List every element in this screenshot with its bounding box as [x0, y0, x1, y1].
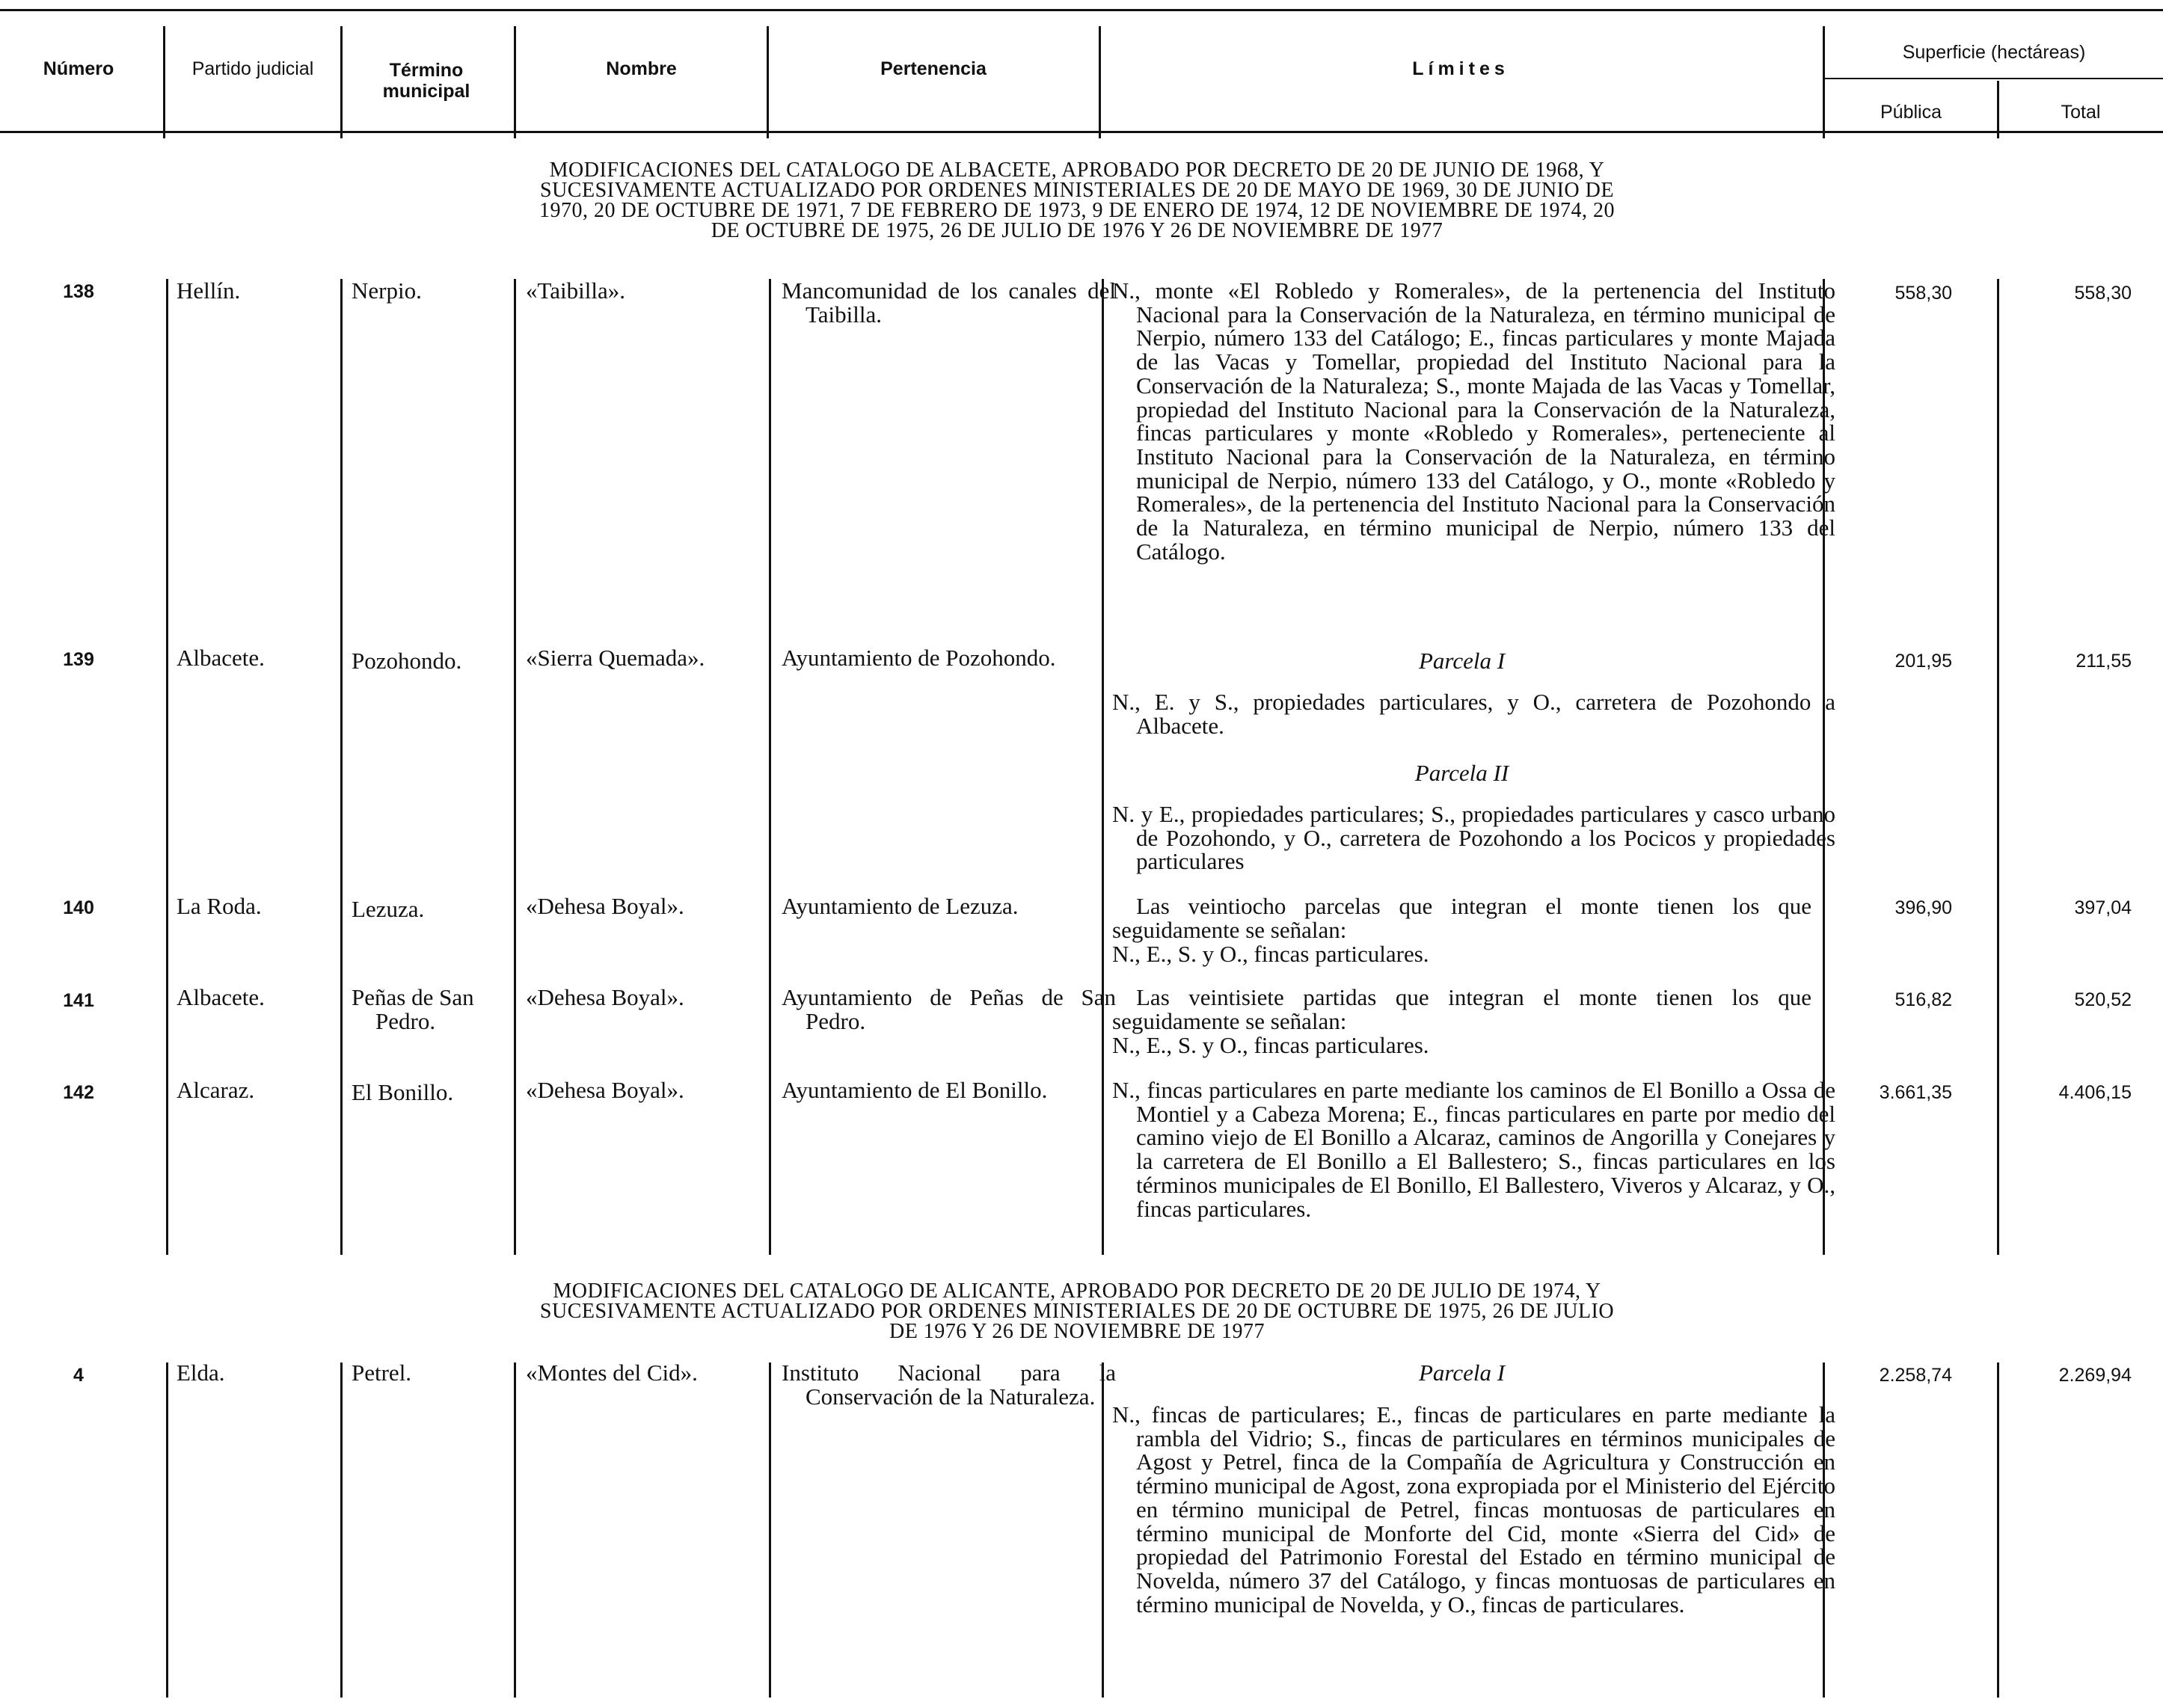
body-col-sep	[1102, 1363, 1104, 1698]
row-partido: La Roda.	[177, 893, 262, 919]
row-termino: Peñas de San Pedro.	[352, 984, 474, 1034]
row-limites: N., fincas particulares en parte mediante los caminos de El Bonillo a Ossa de Montiel y a Cabeza Morena; E., fincas particulares en parte por medio del camino viejo de El Bonillo a Alcaraz, caminos de Angorilla y Conejares y la carretera de El Bonillo a El Ballestero; S., fincas particulares en los términos municipales de El Bonillo, El Ballestero, Viveros y Alcaraz, y O., fincas particulares.	[1112, 1077, 1835, 1222]
row-partido: Elda.	[177, 1360, 225, 1386]
row-termino: Petrel.	[352, 1360, 412, 1386]
row-termino: El Bonillo.	[352, 1079, 454, 1105]
parcela-text: N., E. y S., propiedades particulares, y O., carretera de Pozohondo a Albacete.	[1112, 689, 1835, 739]
row-pertenencia: Ayuntamiento de Pozohondo.	[782, 645, 1056, 671]
body-col-sep	[340, 279, 343, 1255]
header-partido: Partido judicial	[191, 58, 314, 79]
header-limites: Límites	[1412, 58, 1509, 79]
row-limites: N., monte «El Robledo y Romerales», de la pertenencia del Instituto Nacional para la Conservación de la Naturaleza, en término municipal de Nerpio, número 133 del Catálogo; E., fincas particulares y monte Majada de las Vacas y Tomellar, propiedad del Instituto Nacional para la Conservación de la Naturaleza; S., monte Majada de las Vacas y Tomellar, propiedad del Instituto Nacional para la Conservación de la Naturaleza, fincas particulares y monte «Robledo y Romerales», perteneciente al Instituto Nacional para la Conservación de la Naturaleza, en término municipal de Nerpio, número 133 del Catálogo, y O., monte «Robledo y Romerales», de la pertenencia del Instituto Nacional para la Conservación de la Naturaleza, en término municipal de Nerpio, número 133 del Catálogo.	[1112, 277, 1835, 565]
header-publica: Pública	[1880, 102, 1942, 123]
body-col-sep	[340, 1363, 343, 1698]
header-pertenencia: Pertenencia	[880, 58, 987, 79]
row-pertenencia: Ayuntamiento de El Bonillo.	[782, 1077, 1048, 1103]
row-publica: 201,95	[1894, 651, 1952, 672]
row-numero: 142	[63, 1082, 94, 1103]
body-col-sep	[769, 279, 771, 1255]
row-total: 397,04	[2074, 897, 2132, 918]
row-termino: Nerpio.	[352, 277, 422, 304]
row-numero: 141	[63, 990, 94, 1011]
row-termino: Lezuza.	[352, 896, 425, 922]
row-numero: 4	[73, 1365, 84, 1386]
row-nombre: «Sierra Quemada».	[526, 645, 705, 671]
row-limites: N., E., S. y O., fincas particulares.	[1112, 1032, 1429, 1058]
row-nombre: «Dehesa Boyal».	[526, 893, 684, 919]
header-col-sep	[514, 26, 516, 138]
header-col-sep	[767, 26, 769, 138]
parcela-title: Parcela I	[1418, 1360, 1506, 1386]
top-rule	[0, 9, 2163, 11]
body-col-sep	[1997, 1363, 1999, 1698]
row-publica: 516,82	[1894, 989, 1952, 1010]
row-termino: Pozohondo.	[352, 648, 462, 674]
header-col-sep	[340, 26, 343, 138]
row-publica: 2.258,74	[1879, 1365, 1952, 1386]
header-numero: Número	[43, 58, 114, 79]
header-col-sep	[163, 26, 165, 138]
row-publica: 558,30	[1894, 283, 1952, 304]
header-total: Total	[2061, 102, 2101, 123]
header-superficie: Superficie (hectáreas)	[1902, 42, 2086, 63]
body-col-sep	[166, 279, 168, 1255]
body-col-sep	[514, 279, 516, 1255]
row-partido: Alcaraz.	[177, 1077, 255, 1103]
parcela-title: Parcela II	[1414, 760, 1509, 786]
row-nombre: «Montes del Cid».	[526, 1360, 698, 1386]
header-termino: Término municipal	[382, 60, 470, 102]
row-publica: 3.661,35	[1879, 1082, 1952, 1103]
row-nombre: «Taibilla».	[526, 277, 625, 304]
row-publica: 396,90	[1894, 897, 1952, 918]
header-col-sep	[1099, 26, 1101, 138]
row-limites: Las veintisiete partidas que integran el monte tienen los que seguidamente se señalan:	[1112, 984, 1811, 1034]
header-bottom-rule	[0, 131, 2163, 133]
header-nombre: Nombre	[606, 58, 677, 79]
row-numero: 138	[63, 281, 94, 302]
row-limites: Las veintiocho parcelas que integran el monte tienen los que seguidamente se señalan:	[1112, 893, 1811, 943]
row-nombre: «Dehesa Boyal».	[526, 984, 684, 1010]
body-col-sep	[1102, 279, 1104, 1255]
row-pertenencia: Ayuntamiento de Lezuza.	[782, 893, 1019, 919]
parcela-text: N., fincas de particulares; E., fincas de particulares en parte mediante la rambla del Vidrio; S., fincas de particulares en términos municipales de Agost y Petrel, finca de la Compañía de Agricultura y Construcción en término municipal de Agost, zona expropiada por el Ministerio del Ejército en término municipal de Petrel, fincas montuosas de particulares en término municipal de Monforte del Cid, monte «Sierra del Cid» de propiedad del Patrimonio Forestal del Estado en término municipal de Novelda, número 37 del Catálogo, y fincas montuosas de particulares en término municipal de Novelda, y O., fincas de particulares.	[1112, 1401, 1835, 1618]
row-total: 520,52	[2074, 989, 2132, 1010]
row-pertenencia: Ayuntamiento de Peñas de San Pedro.	[782, 984, 1116, 1034]
row-numero: 140	[63, 897, 94, 918]
row-partido: Albacete.	[177, 984, 265, 1010]
row-total: 211,55	[2075, 651, 2132, 672]
section-title-alicante: MODIFICACIONES DEL CATALOGO DE ALICANTE, APROBADO POR DECRETO DE 20 DE JULIO DE 1974, Y SUCESIVAMENTE ACTUALIZADO POR ORDENES MINISTERIALES DE 20 DE OCTUBRE DE 1975, 26 DE JULIO DE 1976 Y 26 DE NOVIEMBRE DE 1977	[539, 1280, 1615, 1343]
row-pertenencia: Mancomunidad de los canales del Taibilla.	[782, 277, 1116, 328]
row-partido: Hellín.	[177, 277, 241, 304]
superficie-divider	[1825, 78, 2163, 79]
row-partido: Albacete.	[177, 645, 265, 671]
row-nombre: «Dehesa Boyal».	[526, 1077, 684, 1103]
row-total: 558,30	[2074, 283, 2132, 304]
row-limites: N., E., S. y O., fincas particulares.	[1112, 941, 1429, 967]
row-pertenencia: Instituto Nacional para la Conservación de la Naturaleza.	[782, 1360, 1116, 1410]
body-col-sep	[166, 1363, 168, 1698]
parcela-title: Parcela I	[1418, 648, 1506, 674]
body-col-sep	[769, 1363, 771, 1698]
body-col-sep	[514, 1363, 516, 1698]
section-title-albacete: MODIFICACIONES DEL CATALOGO DE ALBACETE, APROBADO POR DECRETO DE 20 DE JUNIO DE 1968, Y SUCESIVAMENTE ACTUALIZADO POR ORDENES MINISTERIALES DE 20 DE MAYO DE 1969, 30 DE JUNIO DE 1970, 20 DE OCTUBRE DE 1971, 7 DE FEBRERO DE 1973, 9 DE ENERO DE 1974, 12 DE NOVIEMBRE DE 1974, 20 DE OCTUBRE DE 1975, 26 DE JULIO DE 1976 Y 26 DE NOVIEMBRE DE 1977	[539, 159, 1616, 242]
parcela-text: N. y E., propiedades particulares; S., propiedades particulares y casco urbano de Pozohondo, y O., carretera de Pozohondo a los Pocicos y propiedades particulares	[1112, 801, 1835, 875]
row-total: 2.269,94	[2058, 1365, 2132, 1386]
row-numero: 139	[63, 649, 94, 670]
row-total: 4.406,15	[2058, 1082, 2132, 1103]
body-col-sep	[1997, 279, 1999, 1255]
